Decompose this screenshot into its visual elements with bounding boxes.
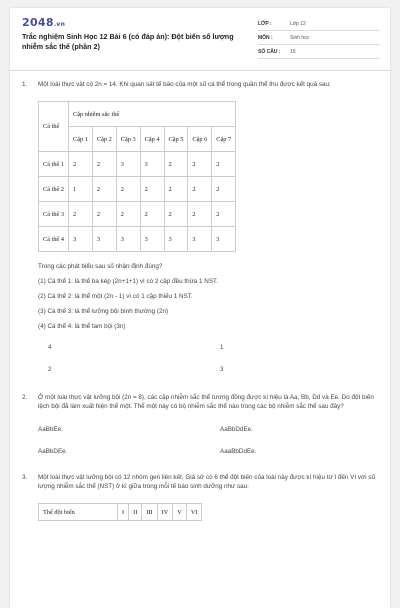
table-cell: 3 <box>140 152 164 177</box>
site-logo[interactable] <box>22 16 65 29</box>
table-cell: 3 <box>92 227 116 252</box>
statement: (2) Cá thể 2: là thể một (2n - 1) vì có 1 cặp thiếu 1 NST. <box>38 293 193 300</box>
table-row <box>39 227 236 252</box>
table-header-row <box>39 504 202 521</box>
column-header: V <box>173 504 187 521</box>
meta-row-subject <box>258 32 380 45</box>
table-row <box>39 202 236 227</box>
meta-value: Lớp 12 <box>290 21 306 27</box>
question-number: 1. <box>22 81 28 88</box>
answer-option[interactable]: 3 <box>220 366 224 373</box>
table-cell: 2 <box>212 202 236 227</box>
table-cell: 2 <box>188 152 212 177</box>
questions <box>10 80 390 521</box>
table-cell: 3 <box>116 227 140 252</box>
question-1 <box>10 80 390 379</box>
meta-label: SỐ CÂU : <box>258 49 281 55</box>
table-cell: 2 <box>212 177 236 202</box>
statement: (1) Cá thể 1: là thể ba kép (2n+1+1) vì có 2 cặp đều thừa 1 NST. <box>38 278 218 285</box>
header-divider <box>10 70 390 71</box>
column-header: II <box>129 504 142 521</box>
question-3 <box>10 473 390 521</box>
answer-option[interactable]: AaBbDEe. <box>38 448 68 455</box>
column-header: Cặp 1 <box>69 127 93 152</box>
answer-option[interactable]: 4 <box>48 344 52 351</box>
table-cell: 2 <box>140 177 164 202</box>
column-header: Cặp 3 <box>116 127 140 152</box>
meta-label: LỚP : <box>258 21 272 27</box>
table-cell: 2 <box>69 202 93 227</box>
row-header: Cá thể 4 <box>39 227 69 252</box>
table-subheader-row <box>39 127 236 152</box>
answer-option[interactable]: AaBbDdEe. <box>220 426 253 433</box>
column-header: IV <box>157 504 173 521</box>
row-header: Cá thể 1 <box>39 152 69 177</box>
column-header: VI <box>186 504 202 521</box>
table-cell: 2 <box>188 177 212 202</box>
row-header: Cá thể 3 <box>39 202 69 227</box>
table-cell: 1 <box>69 177 93 202</box>
column-header: III <box>142 504 157 521</box>
row-header: Cá thể 2 <box>39 177 69 202</box>
question-number: 2. <box>22 394 28 401</box>
answer-option[interactable]: 1 <box>220 344 224 351</box>
table-cell: 3 <box>212 227 236 252</box>
column-header: Cặp 6 <box>188 127 212 152</box>
table-cell: 3 <box>69 227 93 252</box>
table-cell: 2 <box>116 202 140 227</box>
meta-value: 15 <box>290 49 296 55</box>
meta-row-class <box>258 18 380 31</box>
meta-value: Sinh học <box>290 35 310 41</box>
meta-label: MÔN : <box>258 35 273 41</box>
table-header-row <box>39 102 236 127</box>
question-number: 3. <box>22 474 28 481</box>
column-header: Cặp 2 <box>92 127 116 152</box>
table-cell: 2 <box>164 202 188 227</box>
column-header: Cặp 5 <box>164 127 188 152</box>
column-header: Cặp 4 <box>140 127 164 152</box>
row-header: Thể đột biến <box>39 504 118 521</box>
table-row <box>39 177 236 202</box>
logo-main: 2048 <box>22 16 54 29</box>
page-title: Trắc nghiệm Sinh Học 12 Bài 6 (có đáp án): Đột biến số lượng nhiễm sắc thể (phần 2) <box>22 32 234 51</box>
table-cell: 3 <box>188 227 212 252</box>
table-cell: 2 <box>92 152 116 177</box>
meta-panel <box>258 18 380 60</box>
question-text: Một loài thực vật lưỡng bội có 12 nhóm gen liên kết. Giả sử có 6 thể đột biến của loài này được kí hiệu từ I đến VI với số lượng nhiễm sắc thể (NST) ở kì giữa trong mỗi tế bào sinh dưỡng như sau: <box>38 474 375 490</box>
question-text: Một loài thực vật có 2n = 14. Khi quan sát tế bào của một số cá thể trong quần thể thu được kết quả sau: <box>38 81 331 88</box>
statement: (3) Cá thể 3: là thể lưỡng bội bình thường (2n) <box>38 308 169 315</box>
answer-options <box>38 339 376 379</box>
question-2 <box>10 393 390 459</box>
page-header <box>10 8 390 68</box>
table-cell: 2 <box>140 202 164 227</box>
table-group-header: Cặp nhiễm sắc thể <box>69 102 236 127</box>
question-text: Ở một loài thực vật lưỡng bội (2n = 8), các cặp nhiễm sắc thể tương đồng được kí hiệu là Aa, Bb, Dd và Ee. Do đột biến lệch bội đã làm xuất hiện thể một. Thể một này có bộ nhiễm sắc thể nào trong các bộ nhiễm sắc thể sau đây? <box>38 394 374 410</box>
table-cell: 2 <box>164 152 188 177</box>
answer-option[interactable]: AaaBbDdEe. <box>220 448 257 455</box>
column-header: Cặp 7 <box>212 127 236 152</box>
chromosome-table <box>38 101 236 252</box>
table-cell: 3 <box>116 152 140 177</box>
table-corner-header: Cá thể <box>39 102 69 152</box>
answer-option[interactable]: AaBbEe. <box>38 426 63 433</box>
meta-row-count <box>258 46 380 59</box>
logo-suffix: .vn <box>53 21 66 28</box>
table-cell: 2 <box>164 177 188 202</box>
table-cell: 3 <box>164 227 188 252</box>
table-cell: 2 <box>116 177 140 202</box>
table-row <box>39 152 236 177</box>
answer-options <box>38 419 376 459</box>
answer-option[interactable]: 2 <box>48 366 52 373</box>
document-page <box>10 8 390 608</box>
table-cell: 2 <box>188 202 212 227</box>
statements-intro: Trong các phát biểu sau số nhận định đúng? <box>38 263 163 270</box>
mutant-table <box>38 503 202 521</box>
table-cell: 2 <box>212 152 236 177</box>
table-cell: 2 <box>69 152 93 177</box>
column-header: I <box>118 504 129 521</box>
table-cell: 2 <box>92 177 116 202</box>
statement: (4) Cá thể 4: là thể tam bội (3n) <box>38 323 126 330</box>
table-cell: 2 <box>92 202 116 227</box>
table-cell: 3 <box>140 227 164 252</box>
